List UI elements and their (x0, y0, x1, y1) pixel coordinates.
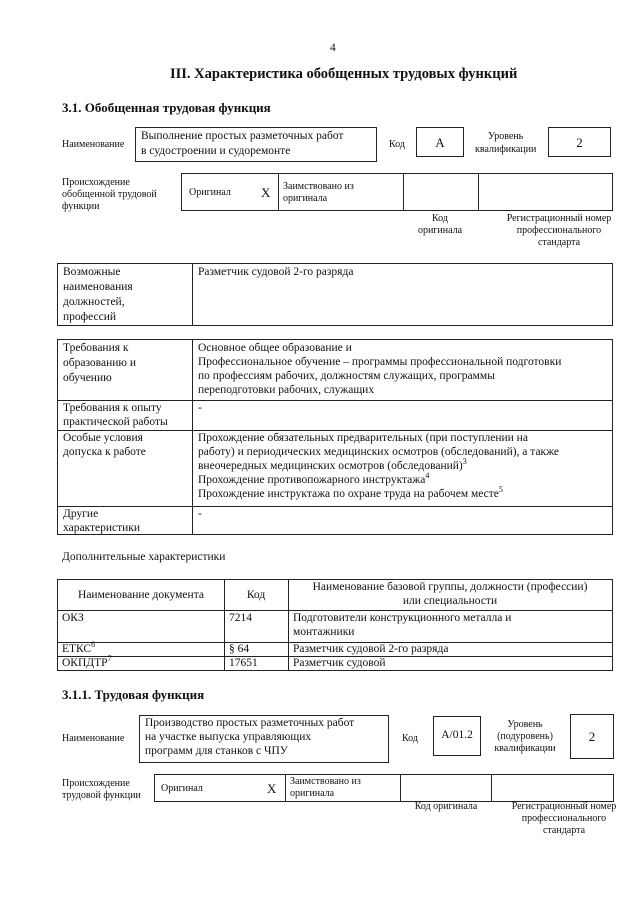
tf-origin-label-1: Происхождение (62, 778, 130, 789)
row-etks-doc: ЕТКС$^6$ (62, 640, 96, 655)
additional-table (57, 579, 613, 671)
gtf-borrowed-label-1: Заимствовано из (283, 181, 354, 192)
col-doc-header: Наименование документа (78, 589, 204, 601)
tf-reg-number-3: стандарта (542, 825, 586, 836)
page-number: 4 (330, 42, 336, 54)
education-label-1: Требования к (63, 342, 129, 354)
tf-level-value: 2 (588, 729, 596, 744)
other-value: - (198, 508, 202, 520)
tf-reg-number-2: профессионального (521, 813, 607, 824)
gtf-code-original-1: Код (432, 213, 448, 224)
footnote-7: 7 (107, 654, 112, 664)
gtf-name-label: Наименование (62, 139, 125, 150)
other-label-1: Другие (63, 508, 99, 520)
gtf-level-value: 2 (576, 135, 583, 150)
gtf-reg-number-2: профессионального (516, 225, 602, 236)
other-label-2: характеристики (63, 522, 141, 534)
gtf-reg-number-1: Регистрационный номер (506, 213, 612, 224)
gtf-name-line2: в судостроении и судоремонте (141, 145, 291, 157)
tf-level-label-2: (подуровень) (497, 731, 553, 742)
gtf-level-box (548, 127, 611, 157)
experience-label-2: практической работы (63, 416, 168, 428)
tf-code-original: Код оригинала (414, 801, 478, 812)
tf-heading: 3.1.1. Трудовая функция (62, 687, 205, 702)
positions-value: Разметчик судовой 2-го разряда (198, 266, 354, 278)
conditions-label-2: допуска к работе (63, 446, 146, 458)
tf-reg-number-1: Регистрационный номер (511, 801, 617, 812)
gtf-borrowed-label-2: оригинала (283, 193, 328, 204)
tf-level-box (570, 714, 614, 759)
tf-name-line2: на участке выпуска управляющих (145, 731, 312, 743)
footnote-5: 5 (498, 485, 503, 495)
positions-label-4: профессий (63, 311, 117, 323)
experience-value: - (198, 402, 202, 414)
row-okz-doc: ОКЗ (62, 612, 84, 624)
experience-label-1: Требования к опыту (63, 402, 162, 414)
gtf-level-label-2: квалификации (475, 144, 537, 155)
tf-name-label: Наименование (62, 733, 125, 744)
col-name-header-1: Наименование базовой группы, должности (профессии) (312, 581, 588, 593)
tf-level-label-1: Уровень (507, 719, 543, 730)
tf-name-line1: Производство простых разметочных работ (145, 717, 355, 729)
tf-borrowed-label-2: оригинала (290, 788, 335, 799)
section-title: III. Характеристика обобщенных трудовых функций (170, 66, 518, 82)
row-okpdtr-code: 17651 (229, 657, 258, 669)
gtf-code-original-2: оригинала (417, 225, 463, 236)
requirements-table (57, 339, 613, 535)
gtf-name-line1: Выполнение простых разметочных работ (141, 130, 344, 142)
row-okz-code: 7214 (229, 612, 252, 624)
tf-name-line3: программ для станков с ЧПУ (145, 745, 288, 757)
education-line-3: по профессиям рабочих, должностям служащих, программы (198, 370, 495, 382)
col-name-header-2: или специальности (402, 595, 498, 607)
row-okpdtr-doc: ОКПДТР$^7$ (62, 654, 112, 669)
gtf-original-label: Оригинал (189, 187, 231, 198)
gtf-origin-table (181, 173, 613, 211)
positions-label-1: Возможные (63, 266, 121, 278)
gtf-original-mark: X (261, 185, 271, 200)
tf-original-label: Оригинал (161, 783, 203, 794)
education-label-3: обучению (63, 372, 112, 384)
tf-code-value: A/01.2 (441, 729, 473, 741)
gtf-level-label-1: Уровень (488, 131, 524, 142)
gtf-origin-label-2: обобщенной трудовой (62, 189, 157, 200)
tf-code-box (433, 716, 481, 756)
gtf-origin-label-1: Происхождение (62, 177, 130, 188)
conditions-label-1: Особые условия (63, 432, 143, 444)
tf-level-label-3: квалификации (494, 743, 556, 754)
positions-label-2: наименования (63, 281, 133, 293)
row-etks-code: § 64 (229, 643, 250, 655)
conditions-line-3: внеочередных медицинских осмотров (обследований)$^3$ (198, 457, 467, 472)
tf-code-label: Код (402, 733, 418, 744)
conditions-line-5: Прохождение инструктажа по охране труда на рабочем месте$^5$ (198, 485, 503, 500)
gtf-code-box (416, 127, 464, 157)
gtf-code-label: Код (389, 139, 405, 150)
tf-original-mark: X (267, 781, 277, 796)
conditions-line-4: Прохождение противопожарного инструктажа$^4$ (198, 471, 430, 486)
gtf-name-box (135, 127, 377, 162)
gtf-reg-number-3: стандарта (537, 237, 581, 248)
education-line-2: Профессиональное обучение – программы профессиональной подготовки (198, 356, 562, 368)
conditions-line-2: работу) и периодических медицинских осмотров (обследований), а также (198, 446, 560, 458)
gtf-origin-label-3: функции (62, 201, 100, 212)
col-code-header: Код (246, 589, 266, 601)
education-line-4: переподготовки рабочих, служащих (198, 384, 375, 396)
additional-heading: Дополнительные характеристики (62, 551, 226, 563)
tf-origin-table (154, 774, 614, 802)
row-okz-name-1: Подготовители конструкционного металла и (293, 612, 512, 624)
education-label-2: образованию и (63, 357, 136, 369)
footnote-3: 3 (462, 457, 467, 467)
tf-origin-label-2: трудовой функции (62, 790, 141, 801)
education-line-1: Основное общее образование и (198, 342, 352, 354)
row-okz-name-2: монтажники (293, 626, 355, 638)
footnote-4: 4 (425, 471, 430, 481)
footnote-6: 6 (91, 640, 96, 650)
positions-label-3: должностей, (63, 296, 125, 308)
tf-borrowed-label-1: Заимствовано из (290, 776, 361, 787)
gtf-code-value: A (435, 135, 445, 150)
tf-name-box (139, 715, 389, 763)
row-okpdtr-name: Разметчик судовой (293, 657, 386, 669)
positions-table (57, 263, 613, 326)
gtf-heading: 3.1. Обобщенная трудовая функция (62, 100, 271, 115)
conditions-line-1: Прохождение обязательных предварительных (при поступлении на (198, 432, 528, 444)
row-etks-name: Разметчик судовой 2-го разряда (293, 643, 449, 655)
